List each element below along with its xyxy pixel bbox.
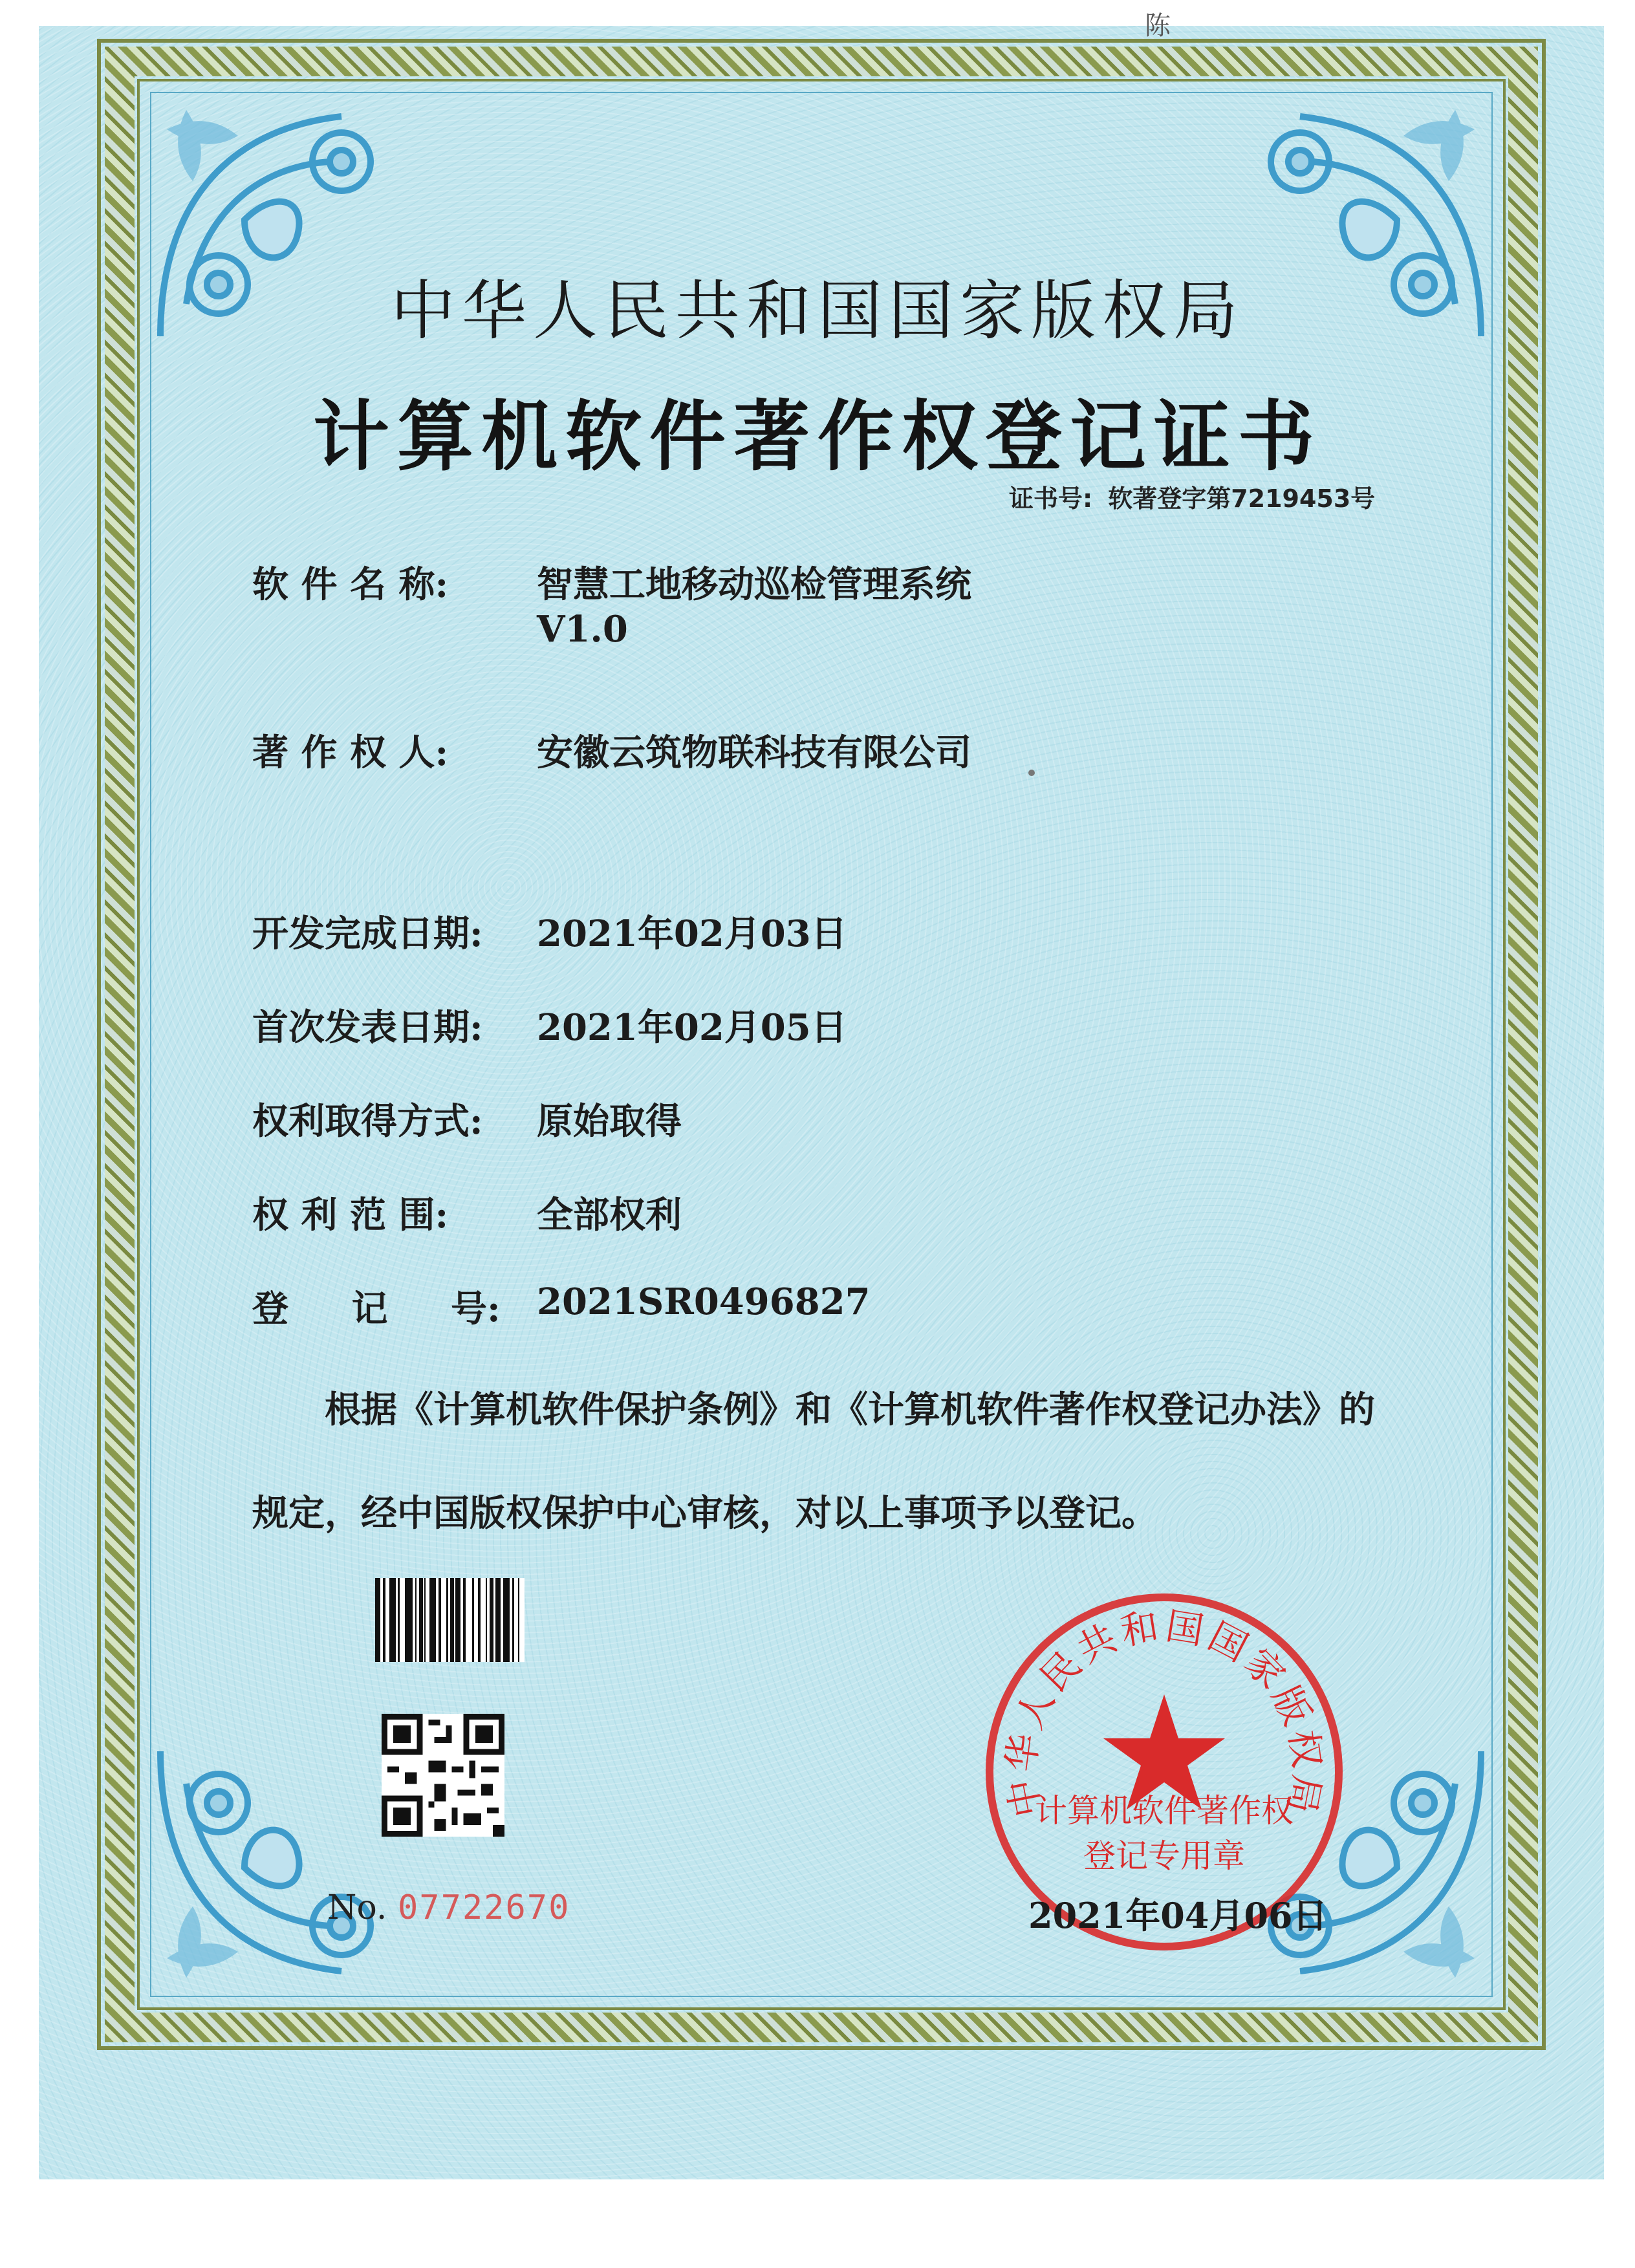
authority-title: 中华人民共和国国家版权局 — [391, 273, 1244, 349]
registration-no-value: 2021SR0496827 — [537, 1280, 871, 1323]
first-publish-date-value: 2021年02月05日 — [537, 1006, 847, 1049]
barcode — [375, 1578, 601, 1662]
field-registration-no — [252, 1280, 871, 1332]
field-completion-date — [252, 905, 847, 957]
acquisition-method-value: 原始取得 — [537, 1100, 682, 1143]
first-publish-date-label: 首次发表日期: — [252, 1006, 483, 1049]
completion-date-value: 2021年02月03日 — [537, 913, 847, 955]
completion-date-label: 开发完成日期: — [252, 913, 483, 955]
statement-line1: 根据《计算机软件保护条例》和《计算机软件著作权登记办法》的 — [325, 1388, 1375, 1431]
acquisition-method-label: 权利取得方式: — [252, 1100, 483, 1143]
serial-prefix: No. — [327, 1888, 387, 1927]
seal-text-line1: 计算机软件著作权 — [1035, 1792, 1294, 1830]
registration-no-label: 登 记 号: — [252, 1288, 501, 1330]
field-copyright-owner — [252, 724, 971, 776]
field-rights-scope — [252, 1187, 682, 1238]
copyright-owner-label: 著 作 权 人: — [252, 731, 449, 774]
software-name-label: 软 件 名 称: — [252, 563, 449, 606]
qr-code — [382, 1714, 504, 1837]
serial-number — [327, 1888, 570, 1927]
rights-scope-label: 权 利 范 围: — [252, 1194, 449, 1237]
software-name-value: 智慧工地移动巡检管理系统 — [537, 563, 971, 606]
serial-value: 07722670 — [397, 1888, 570, 1927]
field-software-name — [252, 556, 971, 651]
statement-line2: 规定，经中国版权保护中心审核，对以上事项予以登记。 — [252, 1492, 1158, 1535]
field-first-publish-date — [252, 999, 847, 1051]
copyright-owner-value: 安徽云筑物联科技有限公司 — [537, 731, 971, 774]
corner-ornament-bottom-left — [147, 1725, 419, 1997]
software-version-value: V1.0 — [537, 608, 628, 651]
certificate-title: 计算机软件著作权登记证书 — [312, 391, 1322, 481]
certificate-number-label: 证书号: — [1009, 484, 1093, 513]
seal-text-line2: 登记专用章 — [1083, 1837, 1245, 1875]
certificate-number-value: 软著登字第7219453号 — [1108, 484, 1376, 513]
handwritten-mark: 陈 — [1145, 11, 1171, 41]
certificate-number — [1009, 479, 1375, 514]
issue-date: 2021年04月06日 — [1028, 1895, 1328, 1936]
field-acquisition-method — [252, 1093, 682, 1145]
paper-speck — [1028, 770, 1035, 776]
statement — [252, 1358, 1481, 1565]
rights-scope-value: 全部权利 — [537, 1194, 682, 1237]
seal-ring-text: 中华人民共和国国家版权局 — [998, 1603, 1330, 1821]
